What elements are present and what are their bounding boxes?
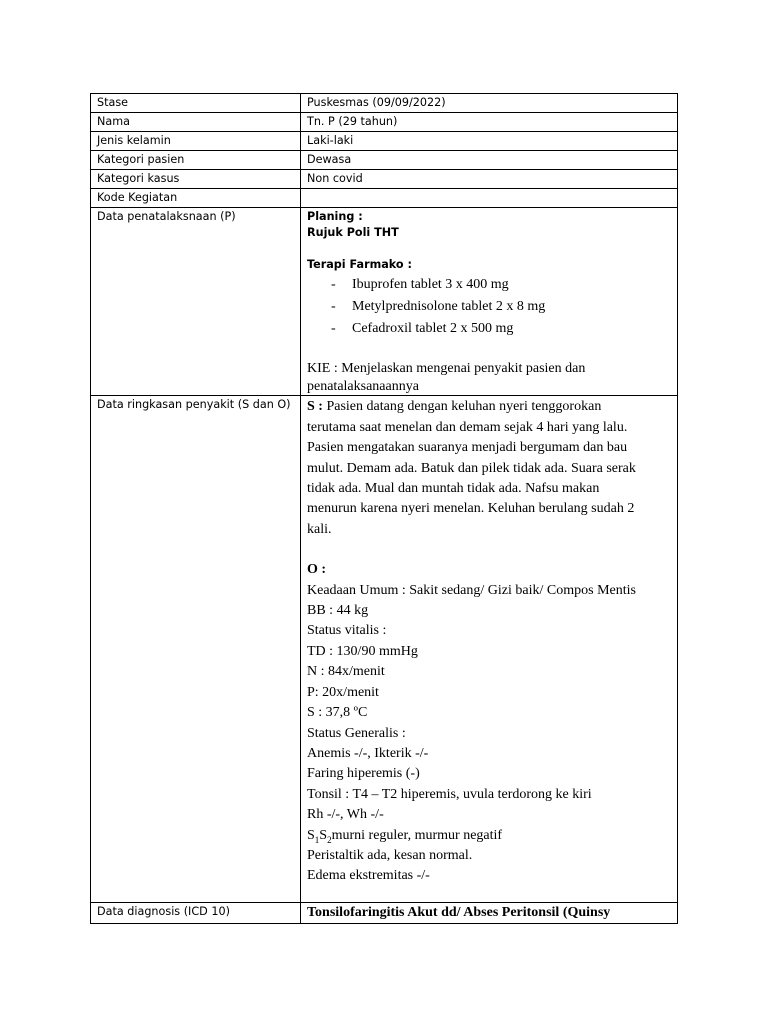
- kode-kegiatan-label: Kode Kegiatan: [91, 189, 301, 208]
- s-text: Pasien datang dengan keluhan nyeri tenggorokan: [322, 399, 602, 415]
- kategori-kasus-value: Non covid: [301, 170, 678, 189]
- diagnosis-cell: [301, 902, 678, 923]
- nama-label: Nama: [91, 113, 301, 132]
- row-kode-kegiatan: [91, 189, 678, 208]
- s2-subscript: 2: [327, 834, 332, 845]
- o-text: Keadaan Umum : Sakit sedang/ Gizi baik/ Compos Mentis: [307, 582, 636, 598]
- s-text: mulut. Demam ada. Batuk dan pilek tidak ada. Suara serak: [307, 460, 636, 476]
- drug-text: Cefadroxil tablet 2 x 500 mg: [352, 321, 514, 336]
- dash-marker: -: [331, 321, 336, 336]
- drug-item: [307, 296, 671, 318]
- drug-item: [307, 318, 671, 340]
- s-text: terutama saat menelan dan demam sejak 4 hari yang lalu.: [307, 419, 628, 435]
- diagnosis-value: Tonsilofaringitis Akut dd/ Abses Peritonsil (Quinsy: [307, 904, 611, 920]
- o-heading: O :: [307, 562, 327, 578]
- drug-item: [307, 274, 671, 296]
- planing-value: Rujuk Poli THT: [307, 226, 399, 239]
- dash-marker: -: [331, 277, 336, 292]
- s-text: tidak ada. Mual dan muntah tidak ada. Nafsu makan: [307, 481, 600, 497]
- o-text: Faring hiperemis (-): [307, 766, 420, 782]
- s-text: menurun karena nyeri menelan. Keluhan berulang sudah 2: [307, 501, 635, 517]
- o-text: TD : 130/90 mmHg: [307, 643, 418, 659]
- s1-letter: S: [307, 827, 315, 843]
- row-kategori-pasien: [91, 151, 678, 170]
- o-text: S : 37,8 ºC: [307, 705, 368, 721]
- drug-text: Ibuprofen tablet 3 x 400 mg: [352, 277, 509, 292]
- diagnosis-label: Data diagnosis (ICD 10): [91, 902, 301, 923]
- o-text: Status vitalis :: [307, 623, 387, 639]
- o-text: Rh -/-, Wh -/-: [307, 807, 384, 823]
- o-text: Edema ekstremitas -/-: [307, 868, 430, 884]
- o-text: Peristaltik ada, kesan normal.: [307, 847, 473, 863]
- drug-text: Metylprednisolone tablet 2 x 8 mg: [352, 299, 546, 314]
- kategori-pasien-value: Dewasa: [301, 151, 678, 170]
- o-text: P: 20x/menit: [307, 684, 379, 700]
- stase-value: Puskesmas (09/09/2022): [301, 94, 678, 113]
- o-text: Anemis -/-, Ikterik -/-: [307, 745, 429, 761]
- o-text: Status Generalis :: [307, 725, 406, 741]
- o-text: Tonsil : T4 – T2 hiperemis, uvula terdorong ke kiri: [307, 786, 592, 802]
- kie-line: penatalaksanaannya: [307, 379, 419, 395]
- heart-sounds-text: murni reguler, murmur negatif: [331, 827, 503, 843]
- patient-record-table: [90, 93, 678, 924]
- row-ringkasan: [91, 396, 678, 902]
- s1-subscript: 1: [314, 834, 320, 845]
- s-heading: S :: [307, 399, 323, 415]
- dash-marker: -: [331, 299, 336, 314]
- penatalaksanaan-cell: [301, 208, 678, 396]
- jenis-kelamin-value: Laki-laki: [301, 132, 678, 151]
- stase-label: Stase: [91, 94, 301, 113]
- kategori-pasien-label: Kategori pasien: [91, 151, 301, 170]
- s-text: kali.: [307, 521, 332, 537]
- s2-letter: S: [319, 827, 328, 843]
- drug-list: [307, 274, 671, 340]
- s-text: Pasien mengatakan suaranya menjadi bergumam dan bau: [307, 440, 628, 456]
- nama-value: Tn. P (29 tahun): [301, 113, 678, 132]
- row-jenis-kelamin: [91, 132, 678, 151]
- terapi-heading: Terapi Farmako :: [307, 258, 412, 271]
- row-stase: [91, 94, 678, 113]
- ringkasan-cell: [301, 396, 678, 902]
- heart-sounds-line: [307, 826, 671, 846]
- kie-line: KIE : Menjelaskan mengenai penyakit pasien dan: [307, 361, 586, 376]
- row-diagnosis: [91, 902, 678, 923]
- row-kategori-kasus: [91, 170, 678, 189]
- planing-heading: Planing :: [307, 210, 363, 223]
- row-penatalaksanaan: [91, 208, 678, 396]
- kode-kegiatan-value: [301, 189, 678, 208]
- row-nama: [91, 113, 678, 132]
- penatalaksanaan-label: Data penatalaksnaan (P): [91, 208, 301, 396]
- o-text: N : 84x/menit: [307, 664, 385, 680]
- jenis-kelamin-label: Jenis kelamin: [91, 132, 301, 151]
- kategori-kasus-label: Kategori kasus: [91, 170, 301, 189]
- o-text: BB : 44 kg: [307, 603, 369, 619]
- ringkasan-label: Data ringkasan penyakit (S dan O): [91, 396, 301, 902]
